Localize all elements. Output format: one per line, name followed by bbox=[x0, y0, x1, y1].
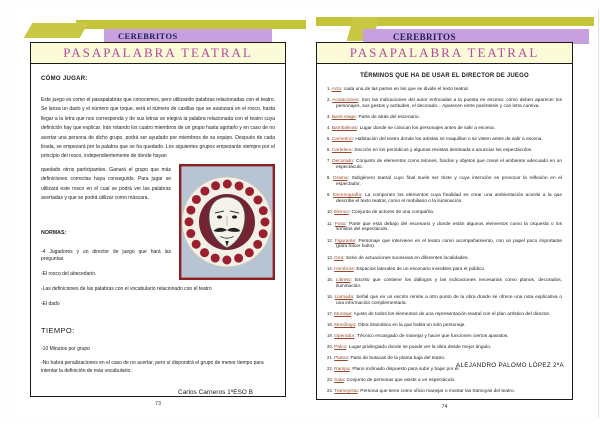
term-definition: : Subgénero teatral cuyo final suele ser triste y cuya intención es provocar la reflexión en el espectador. bbox=[336, 176, 562, 187]
term-name: Figurante bbox=[334, 238, 356, 244]
term-item bbox=[327, 221, 562, 234]
content-box bbox=[30, 42, 286, 397]
page-title: PASAPALABRA TEATRAL bbox=[317, 43, 572, 64]
term-item bbox=[327, 147, 562, 154]
term-name: Montaje bbox=[334, 311, 352, 317]
term-item bbox=[327, 158, 562, 171]
term-number: 19. bbox=[327, 332, 333, 338]
normas-item: -Las definiciones de las palabras con el vocabulario relacionado con el teatro bbox=[41, 285, 212, 292]
normas-item: -El dado bbox=[41, 300, 60, 307]
header-label: CEREBRITOS bbox=[393, 31, 456, 42]
term-definition: : Serie de actuaciones sucesivas en diferentes localidades. bbox=[343, 256, 469, 261]
term-name: Hombros bbox=[334, 266, 354, 272]
term-name: Decorado bbox=[332, 159, 353, 165]
term-definition: : Conjunto de elementos como telones, fondos y objetos que crean el ambiente adecuado en un espectáculo. bbox=[336, 159, 562, 170]
term-number: 4. bbox=[327, 125, 331, 131]
term-number: 1. bbox=[327, 86, 331, 91]
term-item bbox=[327, 175, 562, 188]
tiempo-item: -No habrá penalizaciones en el caso de no acertar, pero sí dispondrá el grupo de menor tiempo para intentar la definición de más vocabulario. bbox=[41, 359, 264, 374]
term-name: Tramoyista bbox=[334, 389, 358, 395]
term-number: 16. bbox=[327, 293, 333, 299]
term-number: 5. bbox=[327, 136, 331, 142]
page-title: PASAPALABRA TEATRAL bbox=[31, 43, 285, 64]
term-number: 9. bbox=[327, 192, 331, 198]
term-number: 18. bbox=[327, 321, 333, 327]
term-number: 7. bbox=[327, 158, 331, 164]
term-item bbox=[327, 277, 562, 290]
author-credit-left: Carlos Carneros 1ºESO B bbox=[178, 388, 253, 396]
term-name: Monólogo bbox=[334, 322, 356, 328]
term-name: Palco bbox=[334, 345, 347, 351]
tiempo-heading: TIEMPO: bbox=[41, 325, 75, 335]
page-right bbox=[306, 10, 599, 418]
term-name: Rampa bbox=[334, 367, 350, 373]
paragraph-1: Este juego es como el pasapalabras que conocemos, pero utilizando palabras relacionadas con el teatro. Se lanza un dado y el número que toque, será el número de casillas que se avanzará en el rosco, hasta llegar a la letra que nos corresponda y de sus letras se elegirá la palabra relacionada con el teatro cuya definición hay que explicar. Irán rotando los cuatro miembros de un grupo hasta agotarlo y en caso de no acertar una persona de dicho grupo, podrá ser ayudado por miembros de su equipo. Después de cada tirada, se empezará por la palabra que se ha quedado. Los siguientes grupos empezarán siempre por el principio del rosco, independientemente de donde hayan bbox=[41, 97, 275, 160]
term-item bbox=[327, 344, 562, 351]
term-number: 17. bbox=[327, 310, 333, 316]
term-definition: : Ajuste de todos los elementos de una representación teatral con el plan artístico del director. bbox=[351, 312, 550, 317]
author-credit-right: ALEJANDRO PALOMO LÓPEZ 2ªA bbox=[456, 362, 564, 369]
term-number: 3. bbox=[327, 114, 331, 120]
paragraph-2: quedado otros participantes. Ganará el grupo que más definiciones correctas haya conseguido. Para jugar se utilizará este rosco en el cual se podrá ver las palabras acertadas y que se podrá utilizar como máscara. bbox=[41, 166, 171, 202]
term-definition: : Personaje que interviene en el teatro como acompañamiento, con un papel poco importante (para hacer bulto). bbox=[336, 239, 562, 250]
term-definition: : Patio de butacas de la planta baja del teatro. bbox=[348, 356, 446, 361]
term-name: Operador bbox=[334, 333, 355, 339]
term-definition: : La componen los elementos cuya finalidad es crear una ambientación acorde a la que describe el texto teatral, como el mobiliario o la iluminación. bbox=[336, 193, 562, 204]
page-number-right: 74 bbox=[441, 404, 448, 410]
term-name: Sala bbox=[334, 378, 344, 384]
term-name: Llamada bbox=[334, 294, 353, 300]
term-name: Elenco bbox=[334, 210, 349, 216]
term-definition: : Parte que está debajo del escenario y donde están algunos elementos como la orquesta o los sonidos del espectáculo. bbox=[336, 222, 562, 233]
tiempo-item: -10 Minutos por grupo bbox=[41, 345, 90, 352]
term-number: 6. bbox=[327, 147, 331, 153]
term-number: 14. bbox=[327, 265, 333, 271]
page-number-left: 73 bbox=[154, 401, 162, 407]
term-name: Libreto bbox=[335, 277, 351, 283]
term-item bbox=[327, 97, 562, 110]
normas-item: -4 Jugadores y un director de juego que hará las preguntas. bbox=[41, 248, 171, 262]
term-name: Platea bbox=[334, 356, 348, 362]
term-definition: : Habitación del teatro donde los artistas se maquillan o se visten antes de salir a escena. bbox=[353, 137, 543, 142]
term-number: 2. bbox=[327, 97, 331, 103]
page-left bbox=[12, 10, 311, 418]
terms-list bbox=[327, 86, 562, 399]
tiempo-list bbox=[41, 345, 275, 381]
olive-deco-bar bbox=[76, 20, 308, 29]
term-item bbox=[327, 322, 562, 329]
term-item bbox=[327, 136, 562, 143]
term-number: 23. bbox=[327, 377, 333, 383]
normas-item: -El rosco del abecedario. bbox=[41, 270, 97, 277]
term-definition: : Obra dramática en la que habla un solo personaje. bbox=[355, 323, 465, 328]
term-definition: : Técnico encargado de manejar y hacer que funcionen ciertos aparatos. bbox=[354, 334, 508, 339]
term-name: Escenografía bbox=[332, 193, 362, 199]
term-item bbox=[327, 255, 562, 262]
terms-heading: TÉRMINOS QUE HA DE USAR EL DIRECTOR DE JUEGO bbox=[360, 73, 529, 79]
term-number: 13. bbox=[327, 254, 333, 260]
term-number: 8. bbox=[327, 175, 331, 181]
como-jugar-heading: CÓMO JUGAR: bbox=[41, 76, 88, 82]
term-number: 15. bbox=[327, 276, 333, 282]
term-definition: : Conjunto de personas que asiste a un espectáculo. bbox=[344, 378, 456, 383]
term-number: 12. bbox=[327, 237, 333, 243]
rosco-mask-image bbox=[179, 164, 275, 280]
term-definition: : Persona que tiene como oficio manejar o montar las tramoyas del teatro. bbox=[358, 389, 515, 394]
term-number: 20. bbox=[327, 344, 333, 350]
term-name: Foso bbox=[334, 221, 346, 227]
term-item bbox=[327, 388, 562, 395]
rosco-mask-svg bbox=[179, 164, 275, 280]
term-number: 21. bbox=[327, 355, 333, 361]
term-name: Cartelera bbox=[331, 148, 352, 154]
term-definition: : Escrito que contiene los diálogos y las indicaciones necesarias como planos, decorados, iluminación. bbox=[336, 278, 562, 289]
term-item bbox=[327, 114, 562, 121]
term-definition: : cada una de las partes en las que se divide el texto teatral. bbox=[341, 87, 469, 92]
term-name: Back-stage bbox=[331, 115, 356, 121]
term-item bbox=[327, 311, 562, 318]
term-name: Camerino bbox=[331, 137, 353, 143]
term-item bbox=[327, 192, 562, 205]
term-definition: : Lugar privilegiado donde se puede ver la obra desde mejor ángulo. bbox=[346, 345, 491, 350]
term-item bbox=[327, 238, 562, 251]
term-name: Acto bbox=[331, 87, 342, 92]
term-item bbox=[327, 333, 562, 340]
header-bar bbox=[104, 29, 272, 42]
term-item bbox=[327, 266, 562, 273]
content-box bbox=[316, 42, 573, 400]
term-number: 22. bbox=[327, 366, 333, 372]
term-number: 24. bbox=[327, 388, 333, 394]
left-page-body bbox=[31, 64, 285, 396]
term-item bbox=[327, 209, 562, 216]
term-item bbox=[327, 355, 562, 362]
term-definition: : Sección en los periódicos y algunas revistas destinada a anunciar los espectáculos. bbox=[352, 148, 533, 153]
header-label: CEREBRITOS bbox=[118, 30, 178, 41]
term-name: Acotaciones bbox=[332, 98, 359, 104]
term-item bbox=[327, 377, 562, 384]
term-item bbox=[327, 86, 562, 93]
term-name: Drama bbox=[333, 176, 348, 182]
term-name: Gira bbox=[334, 255, 344, 261]
right-page-body bbox=[317, 64, 572, 399]
term-number: 11. bbox=[327, 220, 333, 226]
term-definition: : Espacios laterales de un escenario invisibles para el público. bbox=[354, 267, 486, 272]
term-definition: : Conjunto de actores de una compañía. bbox=[349, 210, 434, 215]
term-definition: : Plano inclinado dispuesto para subir y bajar por él. bbox=[350, 367, 460, 372]
term-item bbox=[327, 294, 562, 307]
olive-deco-block bbox=[24, 23, 89, 38]
term-name: Bambalinas bbox=[331, 126, 357, 132]
term-item bbox=[327, 125, 562, 132]
term-definition: : Lugar donde se colocan los personajes antes de salir a escena. bbox=[357, 126, 495, 131]
normas-heading: NORMAS: bbox=[41, 230, 67, 237]
term-definition: : Son las indicaciones del autor enfocadas a la puesta en escena: cómo deben aparecer los personajes, sus gestos y actitudes, el decorado... Aparecen entre paréntesis y con letra cursiva. bbox=[336, 98, 562, 109]
game-description bbox=[41, 82, 275, 316]
term-definition: : Señal que en un escrito remite a otro punto de la obra donde se ofrece una nota explicativa o una información complementaria. bbox=[336, 295, 562, 306]
term-number: 10. bbox=[327, 209, 333, 215]
term-definition: : Parte de atrás del escenario. bbox=[356, 115, 420, 120]
